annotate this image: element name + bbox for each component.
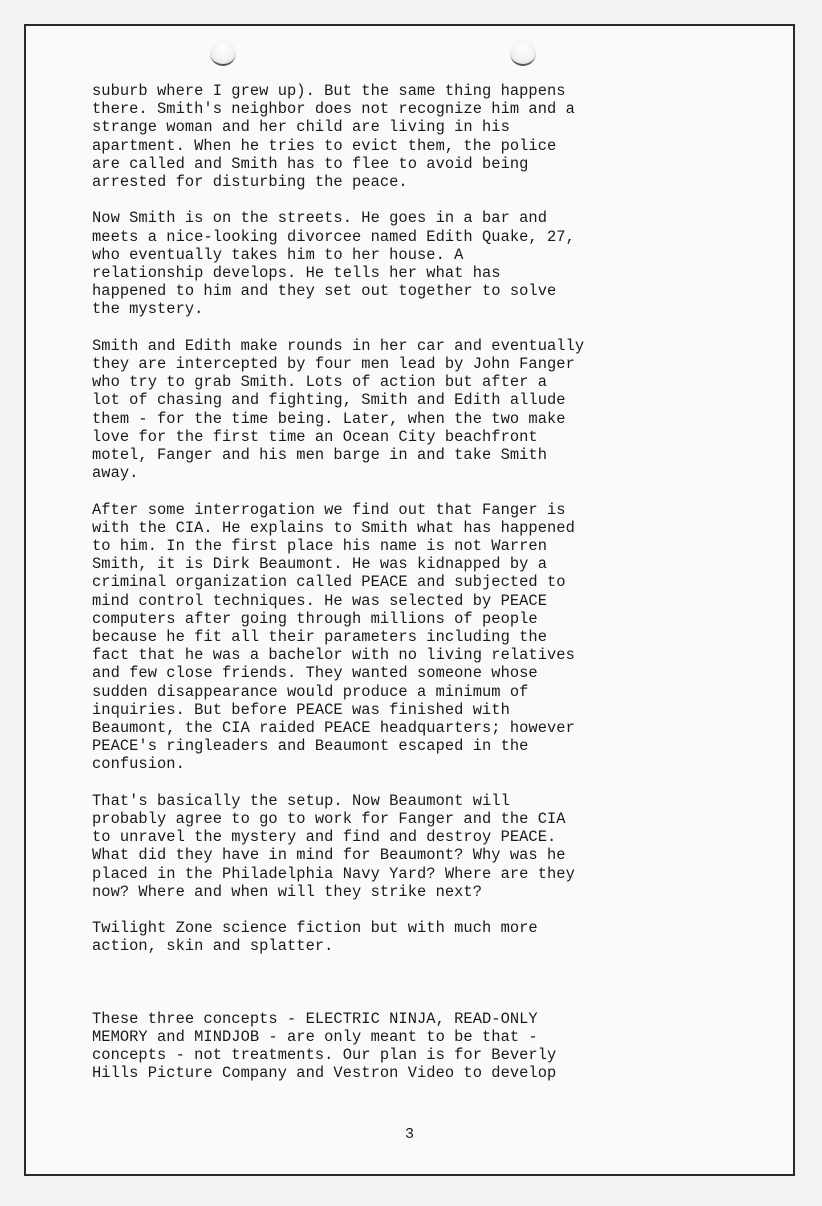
binder-hole-right xyxy=(510,40,536,66)
page-number: 3 xyxy=(404,1126,414,1143)
page-frame xyxy=(24,24,795,1176)
paragraph-rounds: Smith and Edith make rounds in her car and eventually they are intercepted by four men lead by John Fanger who try to grab Smith. Lots of action but after a lot of chasing and fighting, Smith and Edith allude them - for the time being. Later, when the two make love for the first time an Ocean City beachfront motel, Fanger and his men barge in and take Smith away. xyxy=(92,336,585,483)
binder-hole-left xyxy=(210,40,236,66)
paragraph-concepts: These three concepts - ELECTRIC NINJA, READ-ONLY MEMORY and MINDJOB - are only meant to be that - concepts - not treatments. Our plan is for Beverly Hills Picture Company and Vestron Video to develop xyxy=(92,1009,557,1083)
paragraph-streets: Now Smith is on the streets. He goes in a bar and meets a nice-looking divorcee named Edith Quake, 27, who eventually takes him to her house. A relationship develops. He tells her what has happened to him and they set out together to solve the mystery. xyxy=(92,209,575,319)
paragraph-interrogation: After some interrogation we find out that Fanger is with the CIA. He explains to Smith what has happened to him. In the first place his name is not Warren Smith, it is Dirk Beaumont. He was kidnapped by a criminal organization called PEACE and subjected to mind control techniques. He was selected by PEACE computers after going through millions of people because he fit all their parameters including the fact that he was a bachelor with no living relatives and few close friends. They wanted someone whose sudden disappearance would produce a minimum of inquiries. But before PEACE was finished with Beaumont, the CIA raided PEACE headquarters; however PEACE's ringleaders and Beaumont escaped in the confusion. xyxy=(92,500,575,774)
document-body xyxy=(92,82,692,1101)
paragraph-twilight-zone: Twilight Zone science fiction but with much more action, skin and splatter. xyxy=(92,919,538,956)
paragraph-neighbor: suburb where I grew up). But the same thing happens there. Smith's neighbor does not recognize him and a strange woman and her child are living in his apartment. When he tries to evict them, the police are called and Smith has to flee to avoid being arrested for disturbing the peace. xyxy=(92,82,575,192)
paragraph-setup: That's basically the setup. Now Beaumont will probably agree to go to work for Fanger and the CIA to unravel the mystery and find and destroy PEACE. What did they have in mind for Beaumont? Why was he placed in the Philadelphia Navy Yard? Where are they now? Where and when will they strike next? xyxy=(92,791,575,901)
